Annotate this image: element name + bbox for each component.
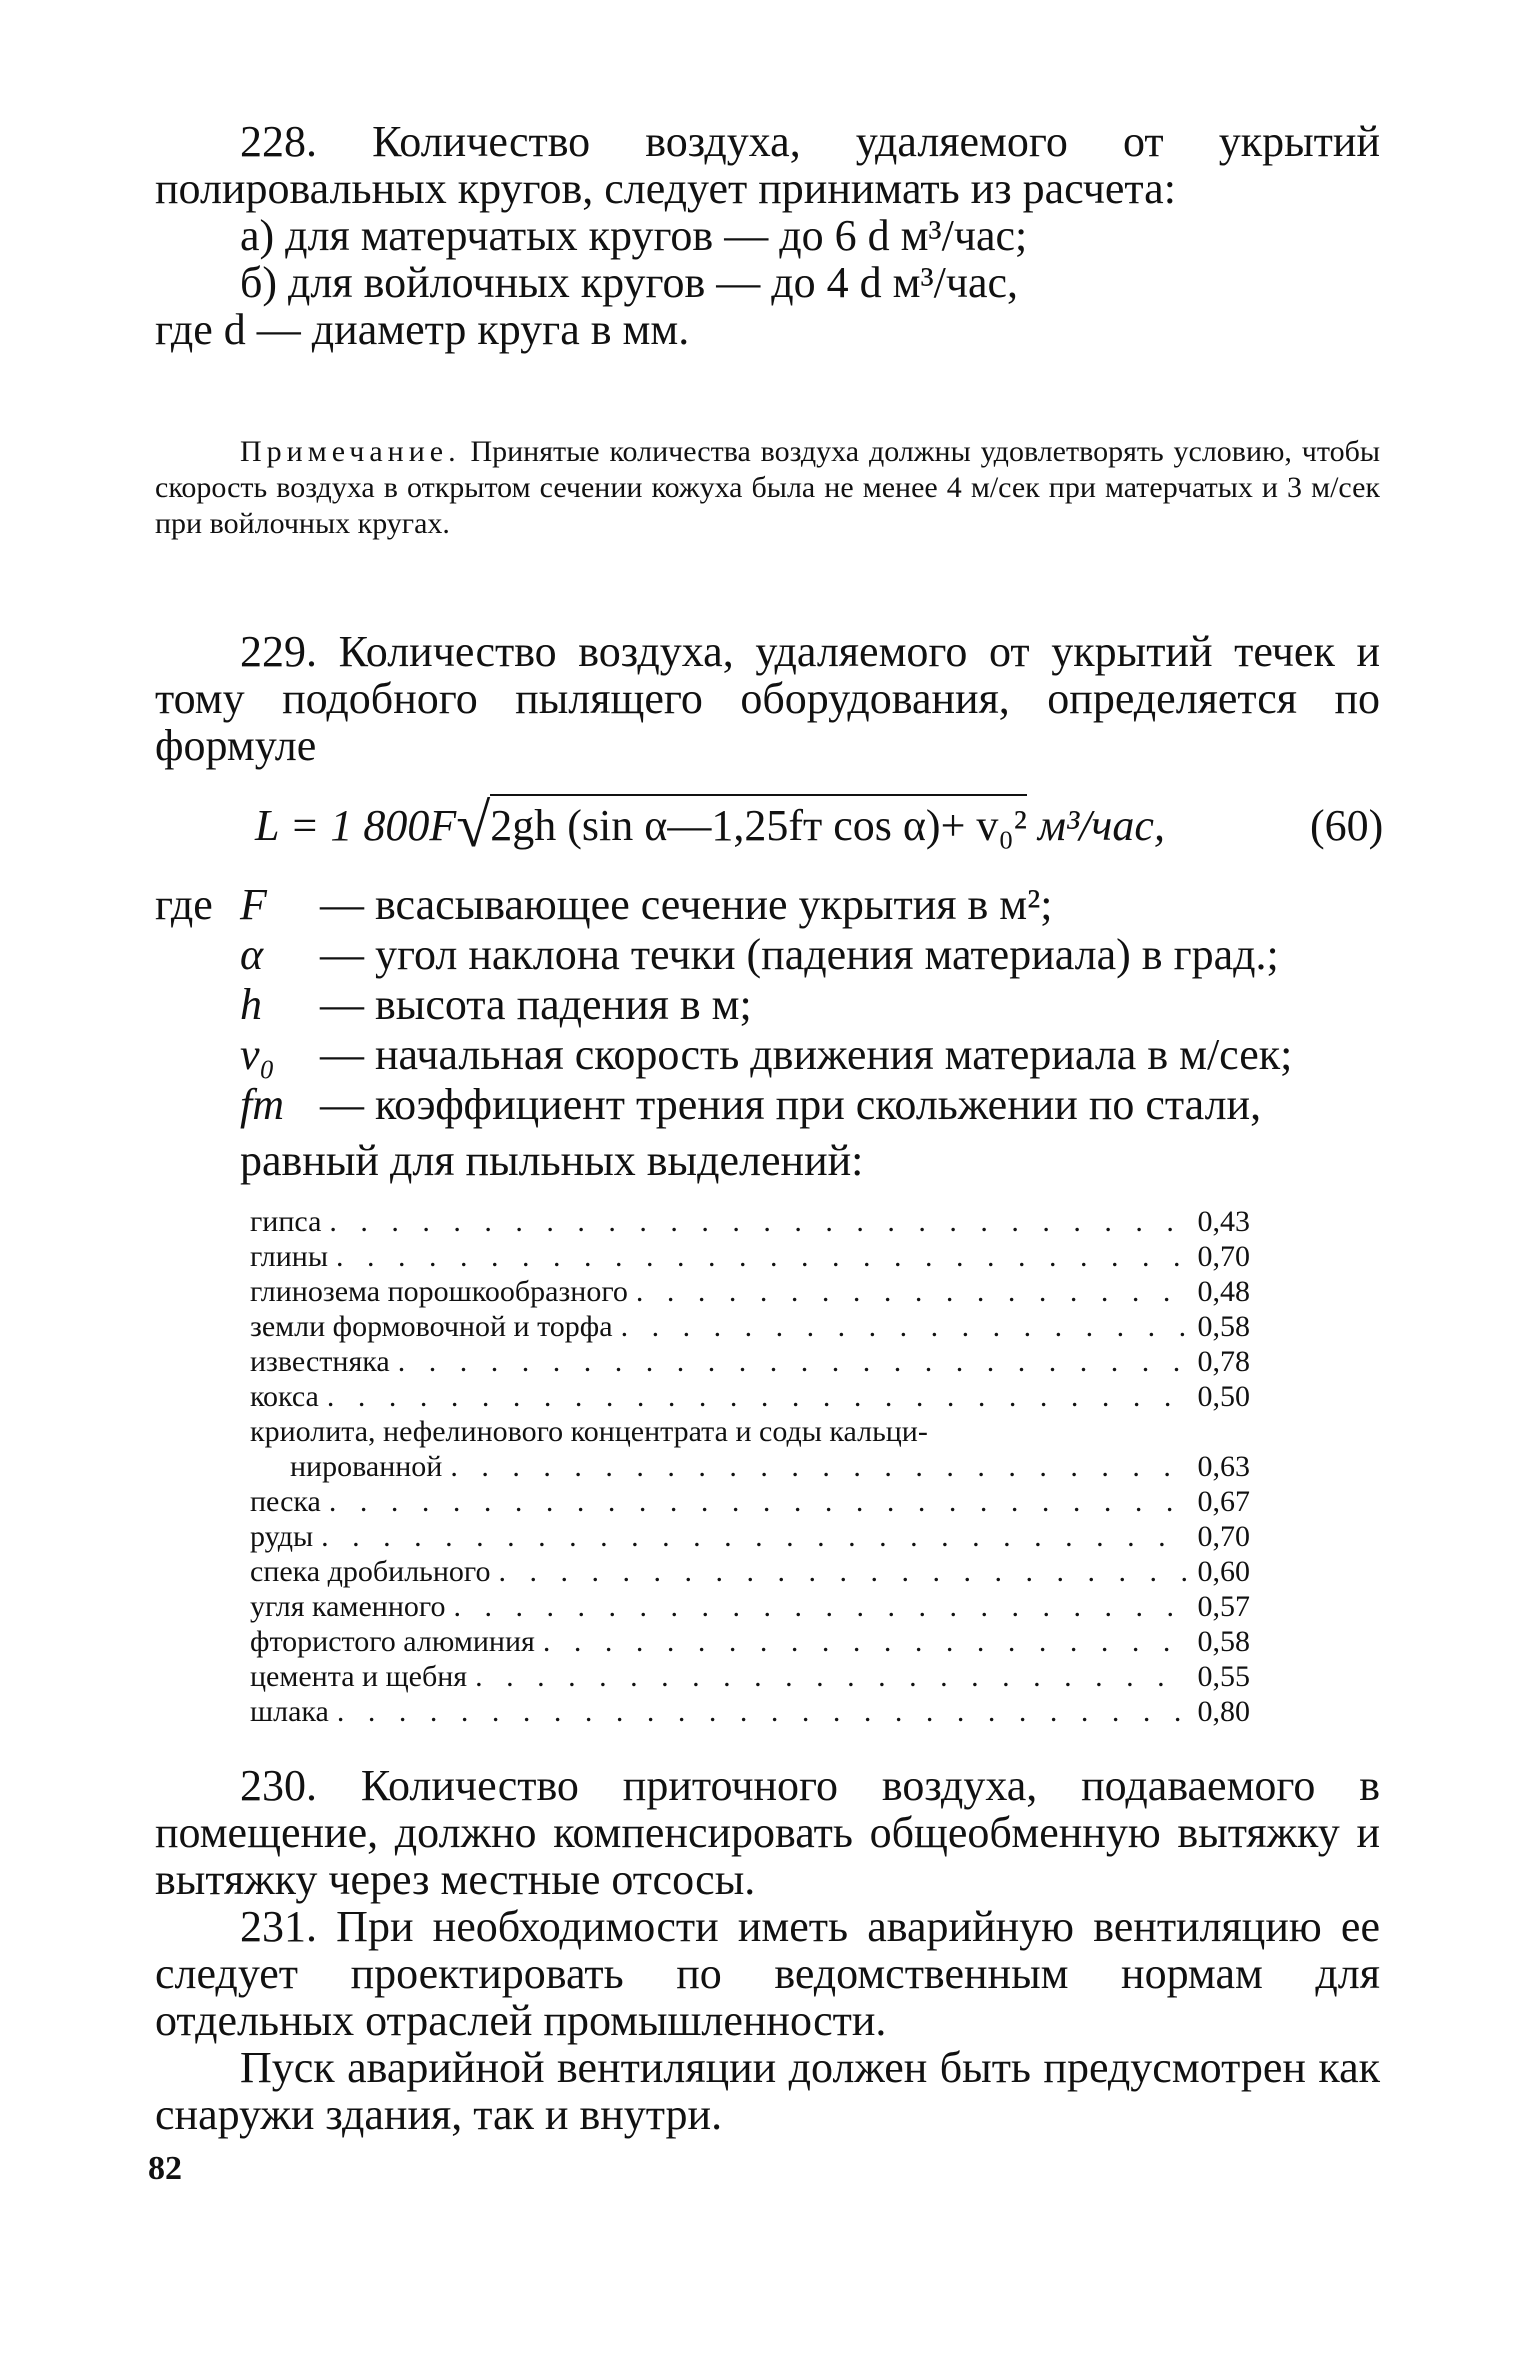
- formula-expression: [155, 785, 1310, 860]
- formula-60: [155, 785, 1384, 860]
- definition-text: — угол наклона течки (падения материала) в град.;: [320, 930, 1279, 979]
- list-item: фтористого алюминия . . . 0,58: [250, 1624, 1250, 1659]
- paragraph-231: 231. При необходимости иметь аварийную вентиляцию ее следует проектировать по ведомственным нормам для отдельных отраслей промышленности.: [155, 1902, 1380, 2045]
- note-label: Примечание.: [240, 435, 461, 468]
- item-b: б) для войлочных кругов — до 4 d м³/час,: [240, 258, 1019, 307]
- definition-row: [155, 1030, 1380, 1080]
- list-item: спека дробильного . . . 0,60: [250, 1554, 1250, 1589]
- where-label: где: [155, 880, 213, 929]
- definition-text: — начальная скорость движения материала в м/сек;: [320, 1030, 1293, 1079]
- list-item: глины . . . 0,70: [250, 1239, 1250, 1274]
- formula-unit: м³/час,: [1026, 801, 1165, 850]
- definition-symbol: fт: [240, 1080, 284, 1129]
- paragraph-228: 228. Количество воздуха, удаляемого от укрытий полировальных кругов, следует принимать из расчета:: [155, 117, 1380, 213]
- page-number: 82: [148, 2150, 182, 2187]
- definition-text: — высота падения в м;: [320, 980, 752, 1029]
- list-item: глинозема порошкообразного . . . 0,48: [250, 1274, 1250, 1309]
- friction-values-list: [250, 1204, 1250, 1729]
- definition-symbol: h: [240, 980, 262, 1029]
- paragraph-229: 229. Количество воздуха, удаляемого от укрытий течек и тому подобного пылящего оборудования, определяется по формуле: [155, 627, 1380, 770]
- list-item: кокса . . . 0,50: [250, 1379, 1250, 1414]
- definition-symbol: α: [240, 930, 264, 979]
- definition-row: [155, 880, 1380, 930]
- definitions: [155, 880, 1380, 1729]
- sqrt-sign: √: [456, 792, 491, 860]
- list-item: шлака . . . 0,80: [250, 1694, 1250, 1729]
- definition-text: — всасывающее сечение укрытия в м²;: [320, 880, 1053, 929]
- diameter-definition: где d — диаметр круга в мм.: [155, 305, 690, 354]
- list-item: цемента и щебня . . . 0,55: [250, 1659, 1250, 1694]
- formula-radicand: 2gh (sin α—1,25fт cos α)+ v₀²: [490, 794, 1027, 851]
- definition-row: [155, 930, 1380, 980]
- list-item: руды . . . 0,70: [250, 1519, 1250, 1554]
- section-228: [155, 118, 1380, 353]
- formula-left: L = 1 800F: [255, 801, 457, 850]
- list-item-prefix: криолита, нефелинового концентрата и соды кальци-: [250, 1415, 928, 1448]
- note-text: Принятые количества воздуха должны удовлетворять условию, чтобы скорость воздуха в открытом сечении кожуха была не менее 4 м/сек при матерчатых и 3 м/сек при войлочных кругах.: [155, 435, 1380, 540]
- note-paragraph: [155, 434, 1380, 542]
- definition-tail: равный для пыльных выделений:: [240, 1136, 864, 1185]
- list-item: известняка . . . 0,78: [250, 1344, 1250, 1379]
- equation-number: (60): [1310, 801, 1384, 850]
- definition-text: — коэффициент трения при скольжении по стали,: [320, 1080, 1262, 1129]
- list-item: земли формовочной и торфа . . . 0,58: [250, 1309, 1250, 1344]
- paragraph-231-continued: Пуск аварийной вентиляции должен быть предусмотрен как снаружи здания, так и внутри.: [155, 2043, 1380, 2139]
- list-item: песка . . . 0,67: [250, 1484, 1250, 1519]
- definition-row: [155, 980, 1380, 1030]
- definition-symbol: F: [240, 880, 267, 929]
- item-a: а) для матерчатых кругов — до 6 d м³/час;: [240, 211, 1028, 260]
- section-229: [155, 628, 1380, 769]
- definition-row: [155, 1080, 1380, 1130]
- list-item: нированной . . . 0,63: [250, 1449, 1250, 1484]
- paragraph-230: 230. Количество приточного воздуха, подаваемого в помещение, должно компенсировать общеобменную вытяжку и вытяжку через местные отсосы.: [155, 1761, 1380, 1904]
- list-item: угля каменного . . . 0,57: [250, 1589, 1250, 1624]
- definition-symbol: v₀: [240, 1030, 275, 1079]
- section-230-231: [155, 1762, 1380, 2138]
- list-item: гипса . . . 0,43: [250, 1204, 1250, 1239]
- note-block: [155, 434, 1380, 542]
